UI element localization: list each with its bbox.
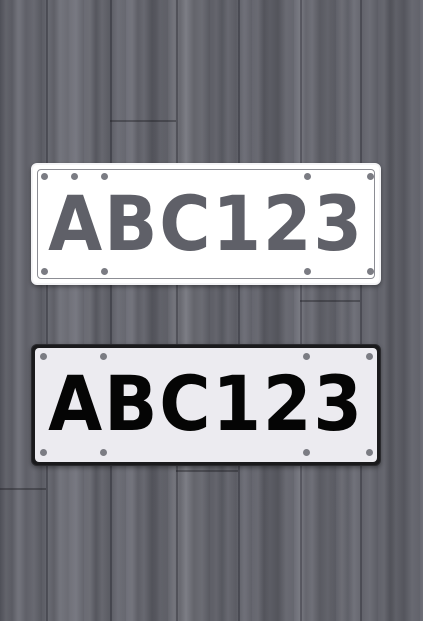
plate-bolt bbox=[101, 268, 108, 275]
plate-number: ABC123 bbox=[48, 179, 364, 268]
plank-seam bbox=[46, 0, 48, 621]
license-plate-white bbox=[31, 163, 381, 285]
plate-bolt bbox=[366, 449, 373, 456]
license-plate-black-border bbox=[31, 344, 381, 466]
plate-bolt bbox=[304, 268, 311, 275]
plank-joint bbox=[300, 300, 360, 302]
plate-bolt bbox=[367, 173, 374, 180]
plank-seam bbox=[360, 0, 362, 621]
plank-joint bbox=[0, 488, 46, 490]
plank-joint bbox=[110, 120, 176, 122]
plate-bolt bbox=[41, 268, 48, 275]
plank-seam bbox=[238, 0, 240, 621]
plate-bolt bbox=[366, 353, 373, 360]
plank-joint bbox=[176, 470, 238, 472]
plank-seam bbox=[300, 0, 302, 621]
plate-bolt bbox=[40, 449, 47, 456]
plate-bolt bbox=[367, 268, 374, 275]
plank-seam bbox=[110, 0, 112, 621]
plate-bolt bbox=[303, 449, 310, 456]
plate-bolt bbox=[100, 449, 107, 456]
plate-number: ABC123 bbox=[48, 359, 364, 448]
plank-seam bbox=[176, 0, 178, 621]
